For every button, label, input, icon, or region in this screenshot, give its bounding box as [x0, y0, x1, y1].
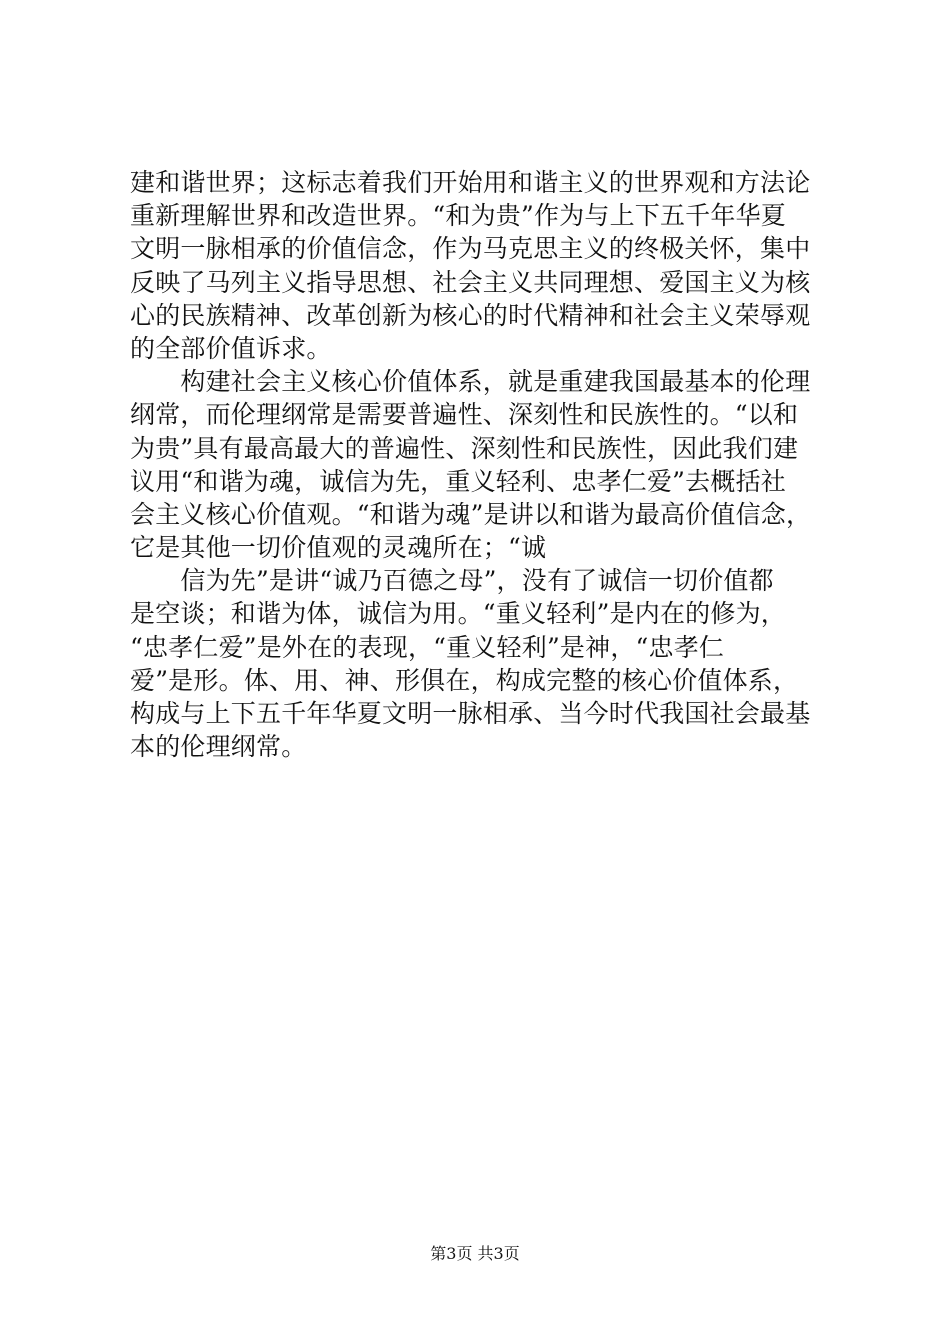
text-line: 爱”是形。体、用、神、形俱在，构成完整的核心价值体系， [130, 665, 799, 695]
text-line: 信为先”是讲“诚乃百德之母”，没有了诚信一切价值都 [130, 566, 774, 596]
text-line: 它是其他一切价值观的灵魂所在；“诚 [130, 533, 547, 563]
text-line: 构建社会主义核心价值体系，就是重建我国最基本的伦理 [130, 367, 811, 397]
text-line: 纲常，而伦理纲常是需要普遍性、深刻性和民族性的。“以和 [130, 400, 799, 430]
text-line: 本的伦理纲常。 [130, 732, 307, 762]
text-line: 的全部价值诉求。 [130, 333, 332, 363]
text-line: 重新理解世界和改造世界。“和为贵”作为与上下五千年华夏 [130, 201, 786, 231]
text-line: 是空谈；和谐为体，诚信为用。“重义轻利”是内在的修为， [130, 599, 786, 629]
body-text [130, 166, 850, 763]
page-number-footer: 第3页 共3页 [430, 1244, 520, 1263]
text-line: “忠孝仁爱”是外在的表现，“重义轻利”是神，“忠孝仁 [130, 632, 725, 662]
text-line: 构成与上下五千年华夏文明一脉相承、当今时代我国社会最基 [130, 699, 811, 728]
text-line: 心的民族精神、改革创新为核心的时代精神和社会主义荣辱观 [130, 300, 811, 330]
text-line: 建和谐世界；这标志着我们开始用和谐主义的世界观和方法论 [130, 168, 811, 197]
text-line: 议用“和谐为魂，诚信为先，重义轻利、忠孝仁爱”去概括社 [130, 466, 786, 496]
text-line: 反映了马列主义指导思想、社会主义共同理想、爱国主义为核 [130, 267, 811, 297]
text-line: 为贵”具有最高最大的普遍性、深刻性和民族性，因此我们建 [130, 433, 799, 463]
text-line: 会主义核心价值观。“和谐为魂”是讲以和谐为最高价值信念， [130, 499, 812, 529]
text-line: 文明一脉相承的价值信念，作为马克思主义的终极关怀，集中 [130, 234, 811, 264]
